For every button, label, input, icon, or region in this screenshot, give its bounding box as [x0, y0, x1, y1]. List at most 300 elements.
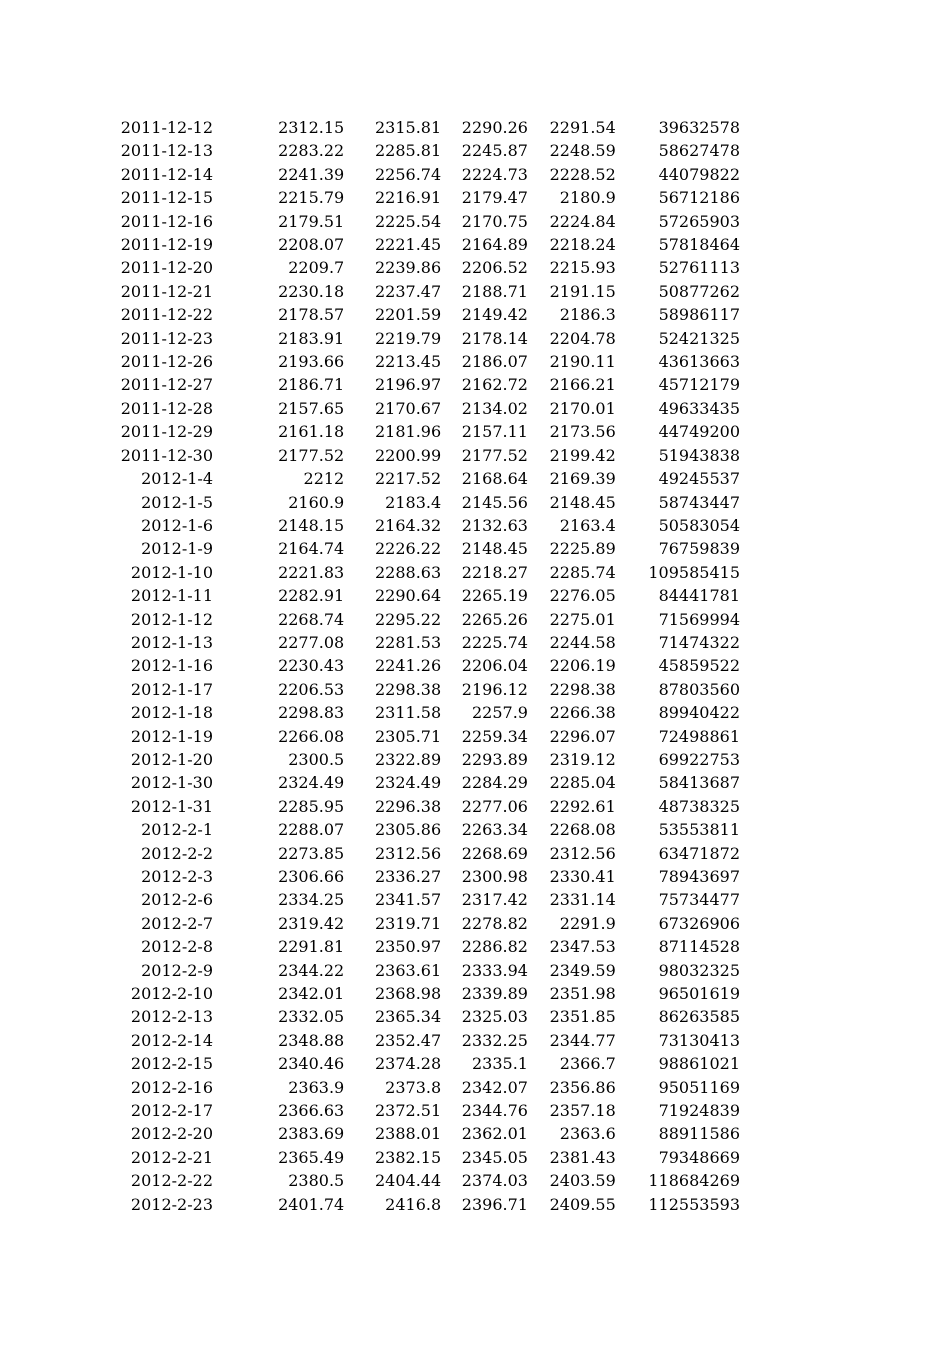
table-row	[0, 1169, 740, 1192]
date-cell: 2012-2-16	[130, 1077, 213, 1097]
table-row	[0, 561, 740, 584]
volume-cell: 58743447	[658, 492, 740, 512]
volume-cell: 63471872	[658, 843, 740, 863]
high-cell: 2256.74	[374, 164, 442, 184]
volume-cell: 45712179	[658, 375, 740, 395]
close-cell: 2403.59	[549, 1171, 616, 1191]
low-cell: 2317.42	[461, 890, 528, 910]
volume-cell: 50583054	[658, 515, 740, 535]
date-cell: 2012-1-12	[130, 609, 213, 629]
high-cell: 2305.86	[374, 820, 442, 840]
open-cell: 2157.65	[278, 398, 345, 418]
close-cell: 2285.74	[549, 562, 616, 582]
table-row	[0, 982, 740, 1005]
close-cell: 2190.11	[549, 352, 616, 372]
open-cell: 2344.22	[278, 960, 345, 980]
open-cell: 2209.7	[288, 258, 345, 278]
high-cell: 2237.47	[374, 281, 442, 301]
date-cell: 2011-12-27	[120, 375, 213, 395]
high-cell: 2181.96	[374, 422, 442, 442]
date-cell: 2012-1-13	[130, 632, 213, 652]
high-cell: 2285.81	[374, 141, 442, 161]
close-cell: 2173.56	[549, 422, 616, 442]
table-row	[0, 935, 740, 958]
close-cell: 2363.6	[559, 1124, 616, 1144]
open-cell: 2348.88	[278, 1030, 345, 1050]
low-cell: 2374.03	[461, 1171, 528, 1191]
low-cell: 2265.19	[461, 586, 528, 606]
date-cell: 2012-1-9	[141, 539, 213, 559]
table-row	[0, 163, 740, 186]
low-cell: 2325.03	[461, 1007, 528, 1027]
date-cell: 2012-1-19	[130, 726, 213, 746]
high-cell: 2226.22	[374, 539, 442, 559]
open-cell: 2277.08	[278, 632, 345, 652]
table-row	[0, 514, 740, 537]
date-cell: 2011-12-22	[120, 305, 213, 325]
table-row	[0, 467, 740, 490]
open-cell: 2401.74	[278, 1194, 345, 1214]
volume-cell: 43613663	[658, 352, 740, 372]
date-cell: 2012-1-11	[130, 586, 213, 606]
open-cell: 2366.63	[278, 1101, 345, 1121]
table-row	[0, 1122, 740, 1145]
low-cell: 2339.89	[461, 984, 528, 1004]
volume-cell: 44079822	[658, 164, 740, 184]
open-cell: 2179.51	[278, 211, 345, 231]
low-cell: 2259.34	[461, 726, 528, 746]
close-cell: 2319.12	[549, 749, 616, 769]
table-row	[0, 280, 740, 303]
low-cell: 2290.26	[461, 118, 528, 137]
open-cell: 2161.18	[278, 422, 345, 442]
low-cell: 2225.74	[461, 632, 528, 652]
date-cell: 2012-2-1	[141, 820, 213, 840]
high-cell: 2382.15	[374, 1147, 442, 1167]
table-row	[0, 701, 740, 724]
date-cell: 2012-1-10	[130, 562, 213, 582]
open-cell: 2148.15	[278, 515, 345, 535]
table-row	[0, 654, 740, 677]
date-cell: 2011-12-20	[120, 258, 213, 278]
low-cell: 2145.56	[461, 492, 528, 512]
open-cell: 2332.05	[278, 1007, 345, 1027]
table-row	[0, 444, 740, 467]
table-row	[0, 256, 740, 279]
high-cell: 2170.67	[374, 398, 442, 418]
table-row	[0, 888, 740, 911]
open-cell: 2288.07	[278, 820, 345, 840]
date-cell: 2012-2-22	[130, 1171, 213, 1191]
volume-cell: 98861021	[658, 1054, 740, 1074]
date-cell: 2011-12-12	[120, 118, 213, 137]
high-cell: 2196.97	[374, 375, 442, 395]
table-row	[0, 818, 740, 841]
low-cell: 2177.52	[461, 445, 528, 465]
open-cell: 2208.07	[278, 235, 345, 255]
close-cell: 2296.07	[549, 726, 616, 746]
close-cell: 2275.01	[549, 609, 616, 629]
high-cell: 2225.54	[374, 211, 442, 231]
close-cell: 2244.58	[549, 632, 616, 652]
low-cell: 2333.94	[461, 960, 528, 980]
date-cell: 2012-2-15	[130, 1054, 213, 1074]
date-cell: 2012-2-17	[130, 1101, 213, 1121]
volume-cell: 118684269	[648, 1171, 740, 1191]
open-cell: 2183.91	[278, 328, 345, 348]
open-cell: 2230.18	[278, 281, 345, 301]
close-cell: 2166.21	[549, 375, 616, 395]
volume-cell: 44749200	[658, 422, 740, 442]
high-cell: 2201.59	[374, 305, 442, 325]
date-cell: 2012-2-3	[141, 867, 213, 886]
low-cell: 2168.64	[461, 469, 528, 489]
high-cell: 2200.99	[374, 445, 442, 465]
close-cell: 2228.52	[549, 164, 616, 184]
table-row	[0, 795, 740, 818]
close-cell: 2351.98	[549, 984, 616, 1004]
open-cell: 2221.83	[278, 562, 345, 582]
close-cell: 2224.84	[549, 211, 616, 231]
date-cell: 2012-1-30	[130, 773, 213, 793]
date-cell: 2012-2-23	[130, 1194, 213, 1214]
open-cell: 2300.5	[288, 749, 345, 769]
high-cell: 2352.47	[374, 1030, 442, 1050]
volume-cell: 78943697	[658, 867, 740, 886]
volume-cell: 84441781	[658, 586, 740, 606]
table-row	[0, 842, 740, 865]
table-row	[0, 303, 740, 326]
table-row	[0, 608, 740, 631]
high-cell: 2324.49	[374, 773, 442, 793]
low-cell: 2293.89	[461, 749, 528, 769]
table-row	[0, 350, 740, 373]
table-row	[0, 537, 740, 560]
date-cell: 2011-12-26	[120, 352, 213, 372]
close-cell: 2248.59	[549, 141, 616, 161]
table-row	[0, 1005, 740, 1028]
date-cell: 2012-1-20	[130, 749, 213, 769]
low-cell: 2342.07	[461, 1077, 528, 1097]
open-cell: 2212	[303, 469, 345, 489]
volume-cell: 52761113	[658, 258, 740, 278]
open-cell: 2285.95	[278, 796, 345, 816]
date-cell: 2011-12-13	[120, 141, 213, 161]
table-row	[0, 631, 740, 654]
high-cell: 2336.27	[374, 867, 442, 886]
date-cell: 2011-12-19	[120, 235, 213, 255]
low-cell: 2345.05	[461, 1147, 528, 1167]
low-cell: 2164.89	[461, 235, 528, 255]
high-cell: 2221.45	[374, 235, 442, 255]
open-cell: 2334.25	[278, 890, 345, 910]
high-cell: 2372.51	[374, 1101, 442, 1121]
low-cell: 2224.73	[461, 164, 528, 184]
open-cell: 2365.49	[278, 1147, 345, 1167]
table-row	[0, 233, 740, 256]
volume-cell: 67326906	[658, 913, 740, 933]
volume-cell: 71569994	[658, 609, 740, 629]
date-cell: 2012-1-18	[130, 703, 213, 723]
date-cell: 2012-1-6	[141, 515, 213, 535]
table-row	[0, 748, 740, 771]
open-cell: 2215.79	[278, 188, 345, 208]
high-cell: 2341.57	[374, 890, 442, 910]
high-cell: 2374.28	[374, 1054, 442, 1074]
volume-cell: 49245537	[658, 469, 740, 489]
volume-cell: 52421325	[658, 328, 740, 348]
low-cell: 2188.71	[461, 281, 528, 301]
high-cell: 2295.22	[374, 609, 442, 629]
high-cell: 2296.38	[374, 796, 442, 816]
table-row	[0, 116, 740, 139]
close-cell: 2330.41	[549, 867, 616, 886]
price-table	[0, 116, 740, 1216]
open-cell: 2241.39	[278, 164, 345, 184]
low-cell: 2265.26	[461, 609, 528, 629]
high-cell: 2305.71	[374, 726, 442, 746]
low-cell: 2344.76	[461, 1101, 528, 1121]
close-cell: 2169.39	[549, 469, 616, 489]
volume-cell: 96501619	[658, 984, 740, 1004]
close-cell: 2186.3	[559, 305, 616, 325]
high-cell: 2350.97	[374, 937, 442, 957]
volume-cell: 48738325	[658, 796, 740, 816]
table-row	[0, 865, 740, 888]
close-cell: 2349.59	[549, 960, 616, 980]
table-row	[0, 912, 740, 935]
volume-cell: 45859522	[658, 656, 740, 676]
date-cell: 2012-1-5	[141, 492, 213, 512]
high-cell: 2183.4	[385, 492, 442, 512]
high-cell: 2164.32	[374, 515, 442, 535]
high-cell: 2219.79	[374, 328, 442, 348]
high-cell: 2404.44	[374, 1171, 442, 1191]
low-cell: 2245.87	[461, 141, 528, 161]
close-cell: 2191.15	[549, 281, 616, 301]
table-row	[0, 397, 740, 420]
table-row	[0, 1029, 740, 1052]
high-cell: 2363.61	[374, 960, 442, 980]
open-cell: 2164.74	[278, 539, 345, 559]
volume-cell: 50877262	[658, 281, 740, 301]
volume-cell: 39632578	[658, 118, 740, 137]
volume-cell: 72498861	[658, 726, 740, 746]
low-cell: 2206.52	[461, 258, 528, 278]
date-cell: 2012-2-2	[141, 843, 213, 863]
close-cell: 2347.53	[549, 937, 616, 957]
close-cell: 2409.55	[549, 1194, 616, 1214]
date-cell: 2011-12-28	[120, 398, 213, 418]
table-row	[0, 139, 740, 162]
open-cell: 2178.57	[278, 305, 345, 325]
high-cell: 2298.38	[374, 679, 442, 699]
low-cell: 2157.11	[461, 422, 528, 442]
table-row	[0, 584, 740, 607]
low-cell: 2170.75	[461, 211, 528, 231]
open-cell: 2282.91	[278, 586, 345, 606]
high-cell: 2290.64	[374, 586, 442, 606]
low-cell: 2396.71	[461, 1194, 528, 1214]
high-cell: 2373.8	[385, 1077, 442, 1097]
low-cell: 2162.72	[461, 375, 528, 395]
low-cell: 2300.98	[461, 867, 528, 886]
close-cell: 2366.7	[559, 1054, 616, 1074]
date-cell: 2011-12-29	[120, 422, 213, 442]
high-cell: 2388.01	[374, 1124, 442, 1144]
table-row	[0, 210, 740, 233]
high-cell: 2213.45	[374, 352, 442, 372]
date-cell: 2011-12-16	[120, 211, 213, 231]
open-cell: 2160.9	[288, 492, 345, 512]
date-cell: 2011-12-15	[120, 188, 213, 208]
date-cell: 2012-1-4	[141, 469, 213, 489]
high-cell: 2216.91	[374, 188, 442, 208]
low-cell: 2278.82	[461, 913, 528, 933]
close-cell: 2285.04	[549, 773, 616, 793]
low-cell: 2332.25	[461, 1030, 528, 1050]
open-cell: 2186.71	[278, 375, 345, 395]
spreadsheet-page	[0, 116, 950, 1216]
low-cell: 2263.34	[461, 820, 528, 840]
volume-cell: 69922753	[658, 749, 740, 769]
volume-cell: 58413687	[658, 773, 740, 793]
volume-cell: 86263585	[658, 1007, 740, 1027]
date-cell: 2012-2-8	[141, 937, 213, 957]
close-cell: 2268.08	[549, 820, 616, 840]
date-cell: 2012-1-17	[130, 679, 213, 699]
volume-cell: 79348669	[658, 1147, 740, 1167]
volume-cell: 75734477	[658, 890, 740, 910]
open-cell: 2230.43	[278, 656, 345, 676]
close-cell: 2312.56	[549, 843, 616, 863]
close-cell: 2357.18	[549, 1101, 616, 1121]
close-cell: 2291.9	[559, 913, 616, 933]
volume-cell: 87803560	[658, 679, 740, 699]
volume-cell: 71474322	[658, 632, 740, 652]
price-table-body	[0, 116, 740, 1216]
low-cell: 2218.27	[461, 562, 528, 582]
low-cell: 2132.63	[461, 515, 528, 535]
high-cell: 2311.58	[374, 703, 442, 723]
high-cell: 2241.26	[374, 656, 442, 676]
close-cell: 2215.93	[549, 258, 616, 278]
volume-cell: 73130413	[658, 1030, 740, 1050]
date-cell: 2011-12-21	[120, 281, 213, 301]
volume-cell: 53553811	[658, 820, 740, 840]
low-cell: 2179.47	[461, 188, 528, 208]
close-cell: 2204.78	[549, 328, 616, 348]
volume-cell: 112553593	[648, 1194, 740, 1214]
close-cell: 2199.42	[549, 445, 616, 465]
low-cell: 2149.42	[461, 305, 528, 325]
high-cell: 2319.71	[374, 913, 442, 933]
date-cell: 2011-12-14	[120, 164, 213, 184]
volume-cell: 56712186	[658, 188, 740, 208]
table-row	[0, 327, 740, 350]
date-cell: 2012-2-7	[141, 913, 213, 933]
high-cell: 2281.53	[374, 632, 442, 652]
table-row	[0, 373, 740, 396]
open-cell: 2283.22	[278, 141, 345, 161]
high-cell: 2322.89	[374, 749, 442, 769]
volume-cell: 57818464	[658, 235, 740, 255]
open-cell: 2206.53	[278, 679, 345, 699]
table-row	[0, 678, 740, 701]
low-cell: 2186.07	[461, 352, 528, 372]
high-cell: 2288.63	[374, 562, 442, 582]
low-cell: 2196.12	[461, 679, 528, 699]
table-row	[0, 1193, 740, 1216]
low-cell: 2335.1	[471, 1054, 528, 1074]
open-cell: 2342.01	[278, 984, 345, 1004]
volume-cell: 87114528	[658, 937, 740, 957]
close-cell: 2292.61	[549, 796, 616, 816]
high-cell: 2315.81	[374, 118, 442, 137]
volume-cell: 98032325	[658, 960, 740, 980]
open-cell: 2363.9	[288, 1077, 345, 1097]
volume-cell: 76759839	[658, 539, 740, 559]
high-cell: 2368.98	[374, 984, 442, 1004]
close-cell: 2276.05	[549, 586, 616, 606]
date-cell: 2012-2-9	[141, 960, 213, 980]
high-cell: 2217.52	[374, 469, 442, 489]
low-cell: 2257.9	[471, 703, 528, 723]
close-cell: 2351.85	[549, 1007, 616, 1027]
close-cell: 2218.24	[549, 235, 616, 255]
open-cell: 2291.81	[278, 937, 345, 957]
low-cell: 2286.82	[461, 937, 528, 957]
table-row	[0, 1052, 740, 1075]
date-cell: 2011-12-30	[120, 445, 213, 465]
volume-cell: 71924839	[658, 1101, 740, 1121]
volume-cell: 51943838	[658, 445, 740, 465]
high-cell: 2365.34	[374, 1007, 442, 1027]
volume-cell: 109585415	[648, 562, 740, 582]
close-cell: 2180.9	[559, 188, 616, 208]
table-row	[0, 420, 740, 443]
volume-cell: 58627478	[658, 141, 740, 161]
low-cell: 2284.29	[461, 773, 528, 793]
table-row	[0, 1099, 740, 1122]
close-cell: 2266.38	[549, 703, 616, 723]
low-cell: 2148.45	[461, 539, 528, 559]
close-cell: 2148.45	[549, 492, 616, 512]
close-cell: 2344.77	[549, 1030, 616, 1050]
volume-cell: 57265903	[658, 211, 740, 231]
date-cell: 2012-2-14	[130, 1030, 213, 1050]
low-cell: 2268.69	[461, 843, 528, 863]
close-cell: 2381.43	[549, 1147, 616, 1167]
close-cell: 2206.19	[549, 656, 616, 676]
low-cell: 2178.14	[461, 328, 528, 348]
table-row	[0, 186, 740, 209]
open-cell: 2273.85	[278, 843, 345, 863]
open-cell: 2324.49	[278, 773, 345, 793]
date-cell: 2012-1-31	[130, 796, 213, 816]
close-cell: 2225.89	[549, 539, 616, 559]
open-cell: 2177.52	[278, 445, 345, 465]
table-row	[0, 959, 740, 982]
volume-cell: 95051169	[658, 1077, 740, 1097]
high-cell: 2312.56	[374, 843, 442, 863]
volume-cell: 89940422	[658, 703, 740, 723]
volume-cell: 49633435	[658, 398, 740, 418]
high-cell: 2239.86	[374, 258, 442, 278]
close-cell: 2170.01	[549, 398, 616, 418]
open-cell: 2340.46	[278, 1054, 345, 1074]
close-cell: 2356.86	[549, 1077, 616, 1097]
